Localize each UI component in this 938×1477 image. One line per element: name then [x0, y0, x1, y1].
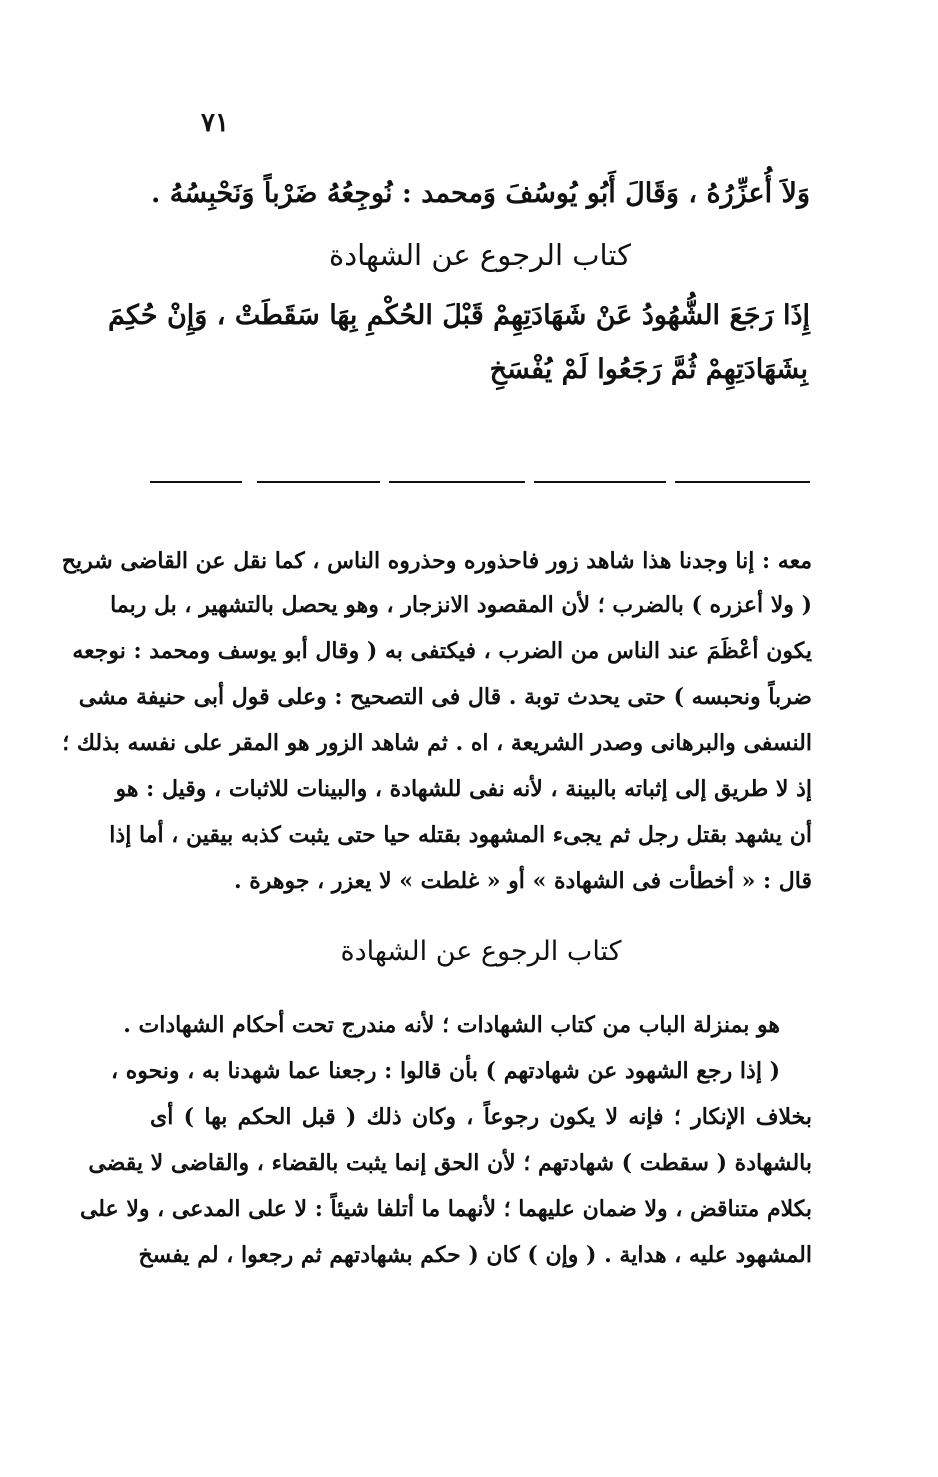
page-number: ٧١: [201, 108, 229, 138]
matn-chapter-title: كتاب الرجوع عن الشهادة: [329, 238, 631, 272]
commentary-line: معه : إنا وجدنا هذا شاهد زور فاحذوره وحذروه الناس ، كما نقل عن القاضى شريح: [61, 548, 812, 574]
commentary-line: يكون أعْظَمَ عند الناس من الضرب ، فيكتفى به ( وقال أبو يوسف ومحمد : نوجعه: [72, 638, 812, 664]
commentary-line: النسفى والبرهانى وصدر الشريعة ، اه . ثم شاهد الزور هو المقر على نفسه بذلك ؛: [62, 730, 812, 756]
commentary-line: إذ لا طريق إلى إثباته بالبينة ، لأنه نفى للشهادة ، والبينات للاثبات ، وقيل : هو: [115, 776, 812, 802]
commentary-line: بكلام متناقض ، ولا ضمان عليهما ؛ لأنهما ما أتلفا شيئاً : لا على المدعى ، ولا على: [79, 1196, 812, 1222]
matn-line-3: بِشَهَادَتِهِمْ ثُمَّ رَجَعُوا لَمْ يُفْسَخِ: [489, 354, 808, 385]
commentary-line: قال : « أخطأت فى الشهادة » أو « غلطت » لا يعزر ، جوهرة .: [233, 868, 812, 894]
commentary-block: [61, 540, 812, 1350]
matn-block: [108, 170, 810, 410]
commentary-line: هو بمنزلة الباب من كتاب الشهادات ؛ لأنه مندرج تحت أحكام الشهادات .: [123, 1012, 780, 1038]
commentary-line: أن يشهد بقتل رجل ثم يجىء المشهود بقتله حيا حتى يثبت كذبه بيقين ، أما إذا: [109, 822, 812, 848]
commentary-line: ضرباً ونحبسه ) حتى يحدث توبة . قال فى التصحيح : وعلى قول أبى حنيفة مشى: [78, 684, 812, 710]
commentary-line: ( ولا أعزره ) بالضرب ؛ لأن المقصود الانزجار ، وهو يحصل بالتشهير ، بل ربما: [110, 592, 812, 618]
divider-segment: [257, 481, 380, 483]
matn-line-1: وَلاَ أُعزِّرُهُ ، وَقَالَ أَبُو يُوسُفَ وَمحمد : نُوجِعُهُ ضَرْباً وَنَحْبِسُهُ .: [150, 178, 810, 209]
divider-segment: [389, 481, 525, 483]
commentary-chapter-title: كتاب الرجوع عن الشهادة: [340, 936, 622, 967]
matn-line-2: إِذَا رَجَعَ الشُّهُودُ عَنْ شَهَادَتِهِمْ قَبْلَ الحُكْمِ بِهَا سَقَطَتْ ، وَإِنْ حُكِمَ: [108, 300, 810, 331]
divider-segment: [534, 481, 666, 483]
commentary-line: ( إذا رجع الشهود عن شهادتهم ) بأن قالوا : رجعنا عما شهدنا به ، ونحوه ،: [110, 1058, 780, 1084]
commentary-line: بالشهادة ( سقطت ) شهادتهم ؛ لأن الحق إنما يثبت بالقضاء ، والقاضى لا يقضى: [88, 1150, 812, 1176]
divider-segment: [150, 481, 242, 483]
commentary-line: المشهود عليه ، هداية . ( وإن ) كان ( حكم بشهادتهم ثم رجعوا ، لم يفسخ: [138, 1242, 812, 1268]
commentary-line: بخلاف الإنكار ؛ فإنه لا يكون رجوعاً ، وكان ذلك ( قبل الحكم بها ) أى: [150, 1104, 812, 1130]
divider-segment: [675, 481, 810, 483]
divider-rule: [150, 481, 810, 484]
